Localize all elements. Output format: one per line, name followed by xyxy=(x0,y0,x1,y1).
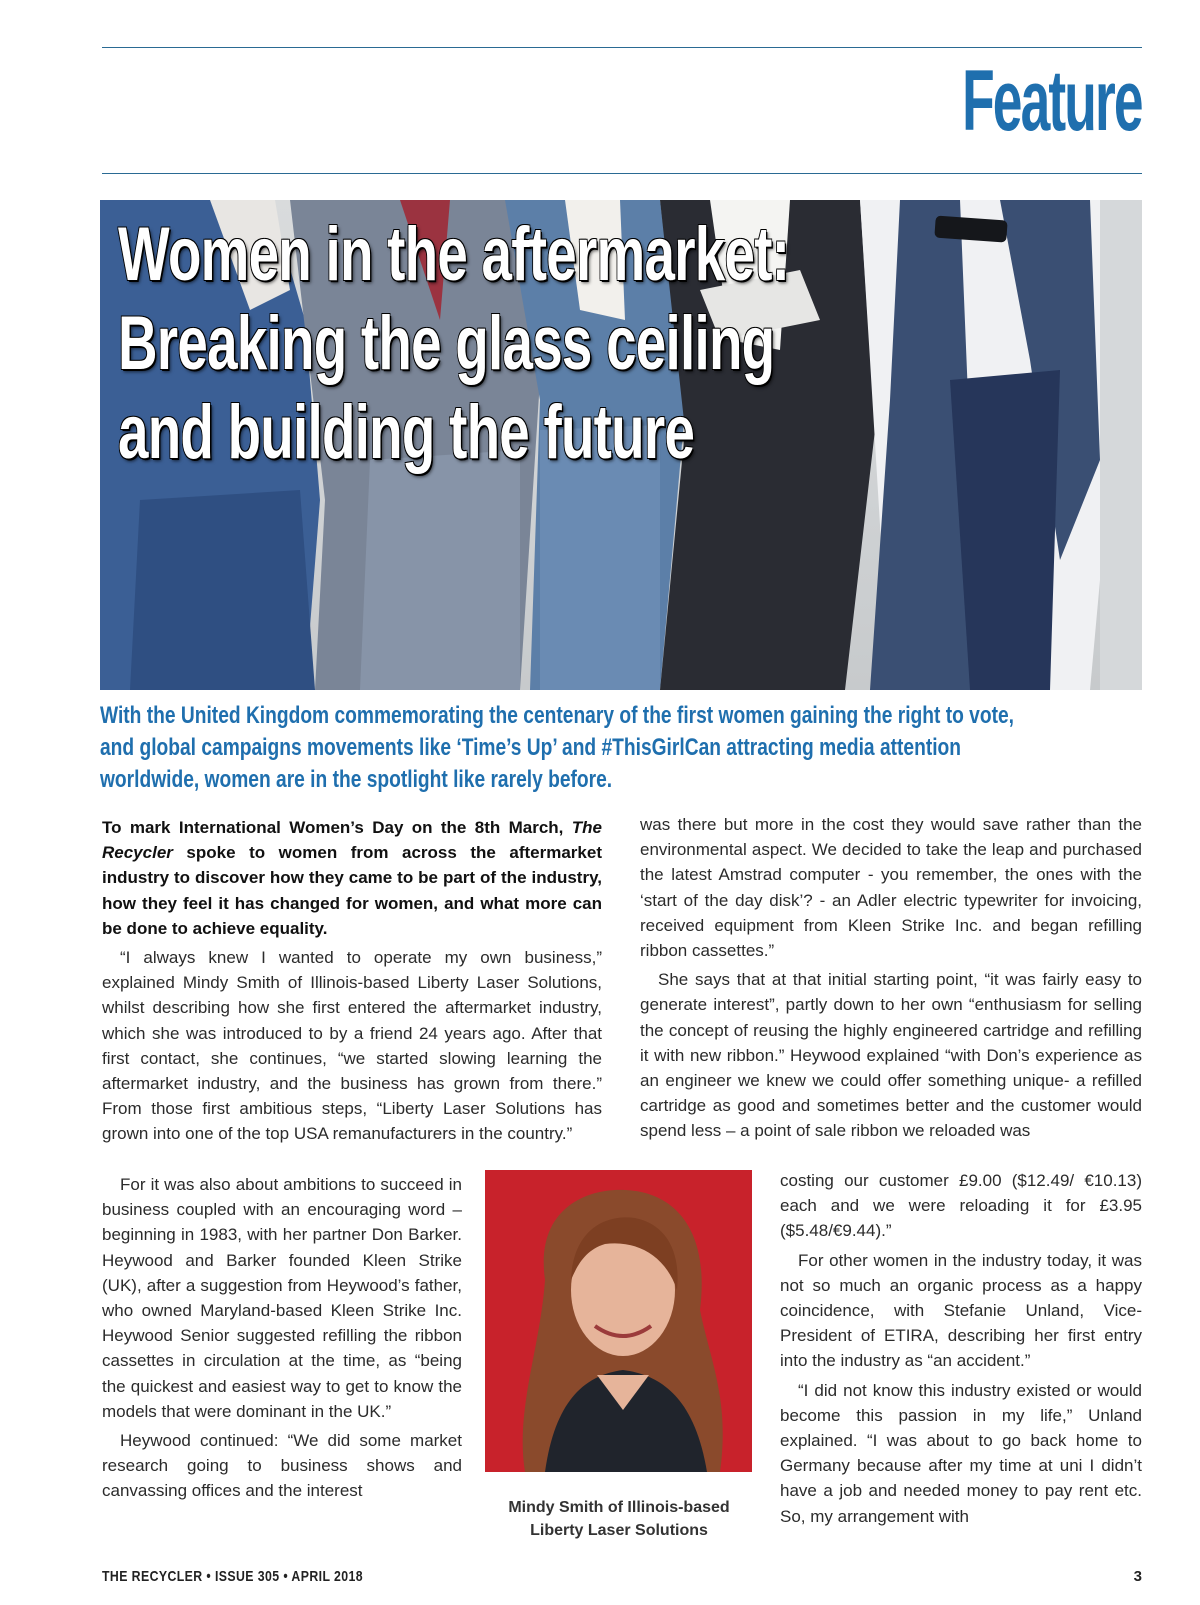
article-paragraph: was there but more in the cost they would save rather than the environmental aspect. We decided to take the leap and purchased the latest Amstrad computer - you remember, the ones with the ‘start of the day disk’? - an Adler electric typewriter for invoicing, received equipment from Kleen Strike Inc. and began refilling ribbon cassettes.” xyxy=(640,815,1142,961)
page-number: 3 xyxy=(1133,1568,1142,1585)
article-column-1 xyxy=(102,815,602,1147)
photo-caption: Mindy Smith of Illinois-based Liberty Laser Solutions xyxy=(508,1499,730,1539)
article-column-1-narrow xyxy=(102,1172,462,1504)
article-headline xyxy=(118,210,789,477)
article-paragraph: “I always knew I wanted to operate my own business,” explained Mindy Smith of Illinois-based Liberty Laser Solutions, whilst describing how she first entered the aftermarket industry, which she was introduced to by a friend 24 years ago. After that first contact, she continues, “we started slowing learning the aftermarket industry, and the business has grown from there.” From those first ambitious steps, “Liberty Laser Solutions has grown into one of the top USA remanufacturers in the country.” xyxy=(102,948,602,1144)
headline-line-3: and building the future xyxy=(118,390,695,475)
article-intro xyxy=(102,815,602,941)
headline-line-1: Women in the aftermarket: xyxy=(118,212,790,297)
intro-text-end: spoke to women from across the aftermarket industry to discover how they came to be part of the industry, how they feel it has changed for women, and what more can be done to achieve equality. xyxy=(102,843,602,938)
header-rule-top xyxy=(102,47,1142,48)
intro-text-start: To mark International Women’s Day on the 8th March, xyxy=(102,818,572,837)
footer-publication: THE RECYCLER • ISSUE 305 • APRIL 2018 xyxy=(102,1568,363,1585)
article-paragraph: costing our customer £9.00 ($12.49/ €10.13) each and we were reloading it for £3.95 ($5.48/€9.44).” xyxy=(780,1171,1142,1241)
standfirst: With the United Kingdom commemorating the centenary of the first women gaining the right to vote, and global campaigns movements like ‘Time’s Up’ and #ThisGirlCan attracting media attention worldwide, women are in the spotlight like rarely before. xyxy=(100,702,1014,793)
article-column-2-narrow xyxy=(780,1168,1142,1529)
article-paragraph: Heywood continued: “We did some market research going to business shows and canvassing offices and the interest xyxy=(102,1431,462,1501)
section-title: Feature xyxy=(962,53,1142,149)
portrait-illustration xyxy=(485,1170,752,1472)
portrait-photo xyxy=(485,1170,752,1472)
article-paragraph: For other women in the industry today, it was not so much an organic process as a happy coincidence, with Stefanie Unland, Vice-President of ETIRA, describing her first entry into the industry as “an accident.” xyxy=(780,1250,1142,1371)
header-rule-bottom xyxy=(102,173,1142,174)
headline-line-2: Breaking the glass ceiling xyxy=(118,301,775,386)
publication-name: The Recycler xyxy=(102,818,602,863)
article-column-2 xyxy=(640,812,1142,1144)
article-paragraph: She says that at that initial starting point, “it was fairly easy to generate interest”, partly down to her own “enthusiasm for selling the concept of reusing the highly engineered cartridge and refilling it with new ribbon.” Heywood explained “with Don’s experience as an engineer we knew we could offer something unique- a refilled cartridge as good and sometimes better and the customer would spend less – a point of sale ribbon we reloaded was xyxy=(640,970,1142,1141)
article-paragraph: For it was also about ambitions to succeed in business coupled with an encouraging word – beginning in 1983, with her partner Don Barker. Heywood and Barker founded Kleen Strike (UK), after a suggestion from Heywood’s father, who owned Maryland-based Kleen Strike Inc. Heywood Senior suggested refilling the ribbon cassettes in circulation at the time, as “being the quickest and easiest way to get to know the models that were dominant in the UK.” xyxy=(102,1175,462,1421)
article-paragraph: “I did not know this industry existed or would become this passion in my life,” Unland explained. “I was about to go back home to Germany because after my time at uni I didn’t have a job and needed money to pay rent etc. So, my arrangement with xyxy=(780,1380,1142,1526)
